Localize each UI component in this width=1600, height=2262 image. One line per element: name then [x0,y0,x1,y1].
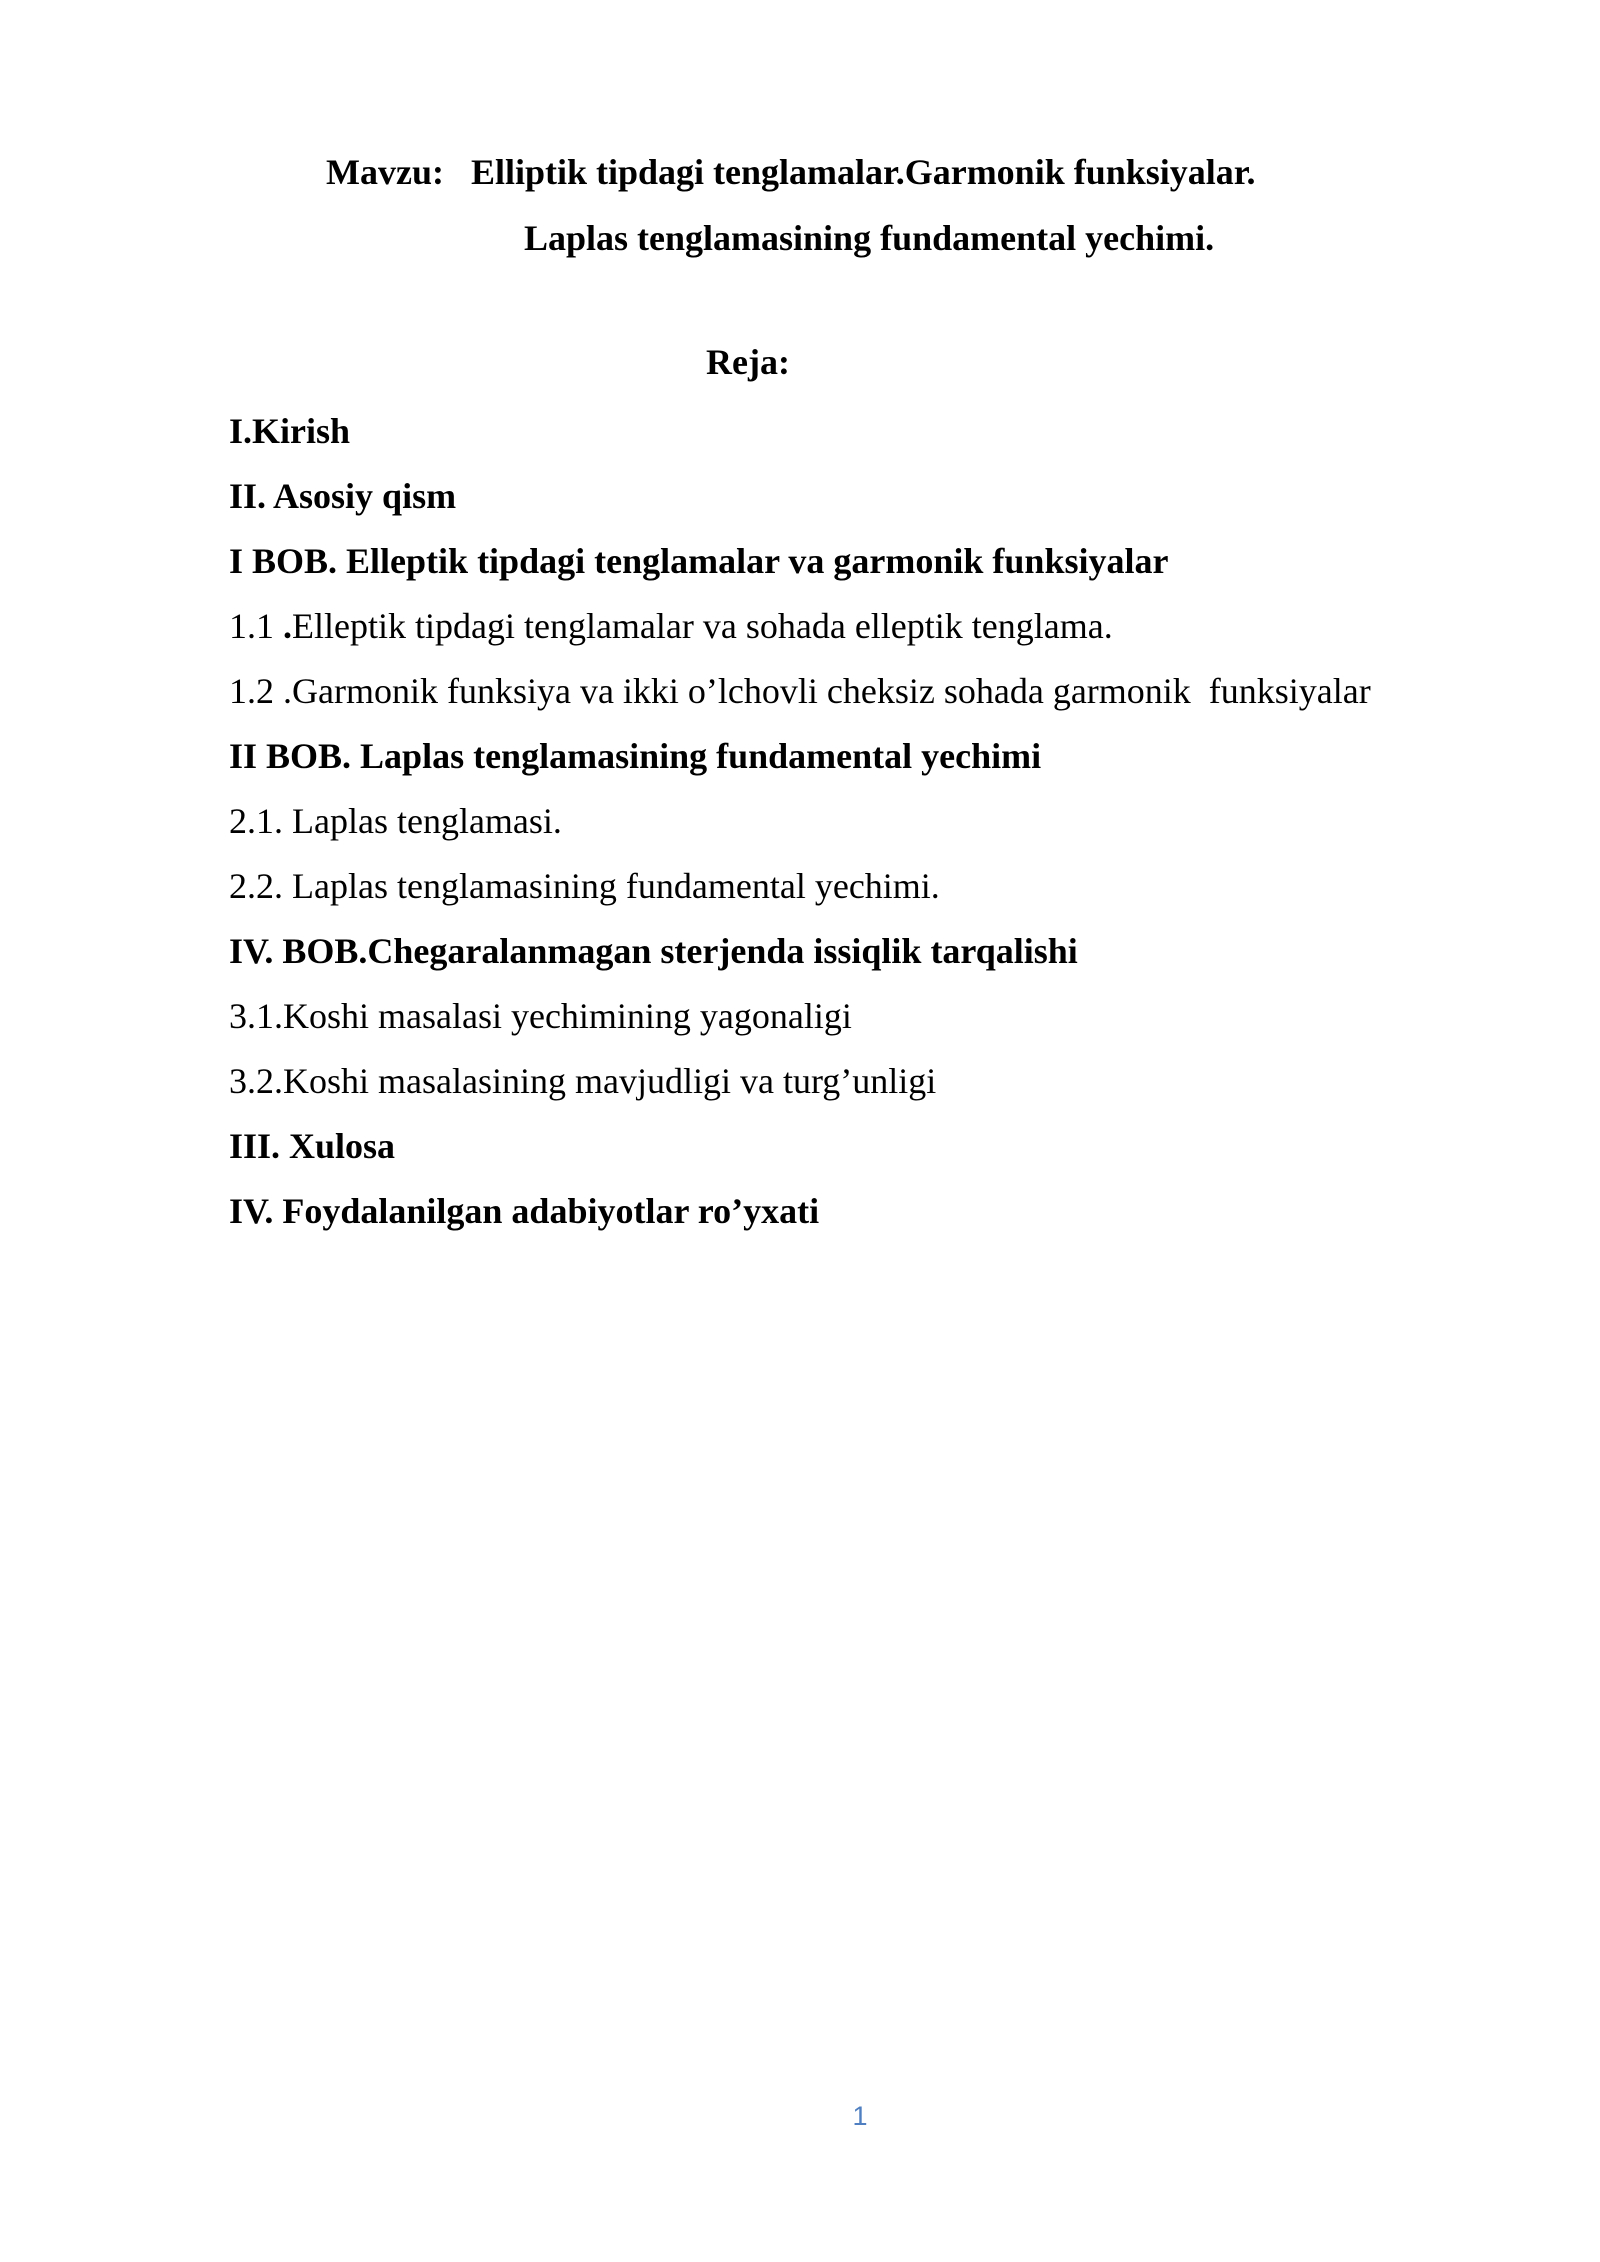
plan-item-1-1 [229,600,1371,665]
document-title-line-1: Mavzu: Elliptik tipdagi tenglamalar.Garmonik funksiyalar. [326,152,1256,192]
plan-item-2-2: 2.2. Laplas tenglamasining fundamental yechimi. [229,866,940,906]
plan-item-kirish: I.Kirish [229,411,351,451]
plan-heading: Reja: [706,342,790,382]
plan-item-chapter-1: I BOB. Elleptik tipdagi tenglamalar va garmonik funksiyalar [229,541,1169,581]
plan-item-chapter-4: IV. BOB.Chegaralanmagan sterjenda issiqlik tarqalishi [229,931,1078,971]
plan-item-xulosa: III. Xulosa [229,1126,396,1166]
plan-item-1-2: 1.2 .Garmonik funksiya va ikki o’lchovli cheksiz sohada garmonik funksiyalar [229,671,1371,711]
plan-item-1-1-text: Elleptik tipdagi tenglamalar va sohada elleptik tenglama. [292,606,1113,646]
document-title-line-2: Laplas tenglamasining fundamental yechimi. [524,218,1215,258]
plan-list [229,405,1371,1250]
plan-item-2-1: 2.1. Laplas tenglamasi. [229,801,562,841]
plan-item-3-1: 3.1.Koshi masalasi yechimining yagonaligi [229,996,852,1036]
plan-item-1-1-number: 1.1 [229,606,283,646]
plan-item-chapter-2: II BOB. Laplas tenglamasining fundamental yechimi [229,736,1042,776]
plan-item-1-1-bold-mark: . [283,606,292,646]
page-number: 1 [852,2101,868,2131]
plan-item-adabiyotlar: IV. Foydalanilgan adabiyotlar ro’yxati [229,1191,820,1231]
plan-item-3-2: 3.2.Koshi masalasining mavjudligi va turg’unligi [229,1061,937,1101]
plan-item-asosiy-qism: II. Asosiy qism [229,476,457,516]
